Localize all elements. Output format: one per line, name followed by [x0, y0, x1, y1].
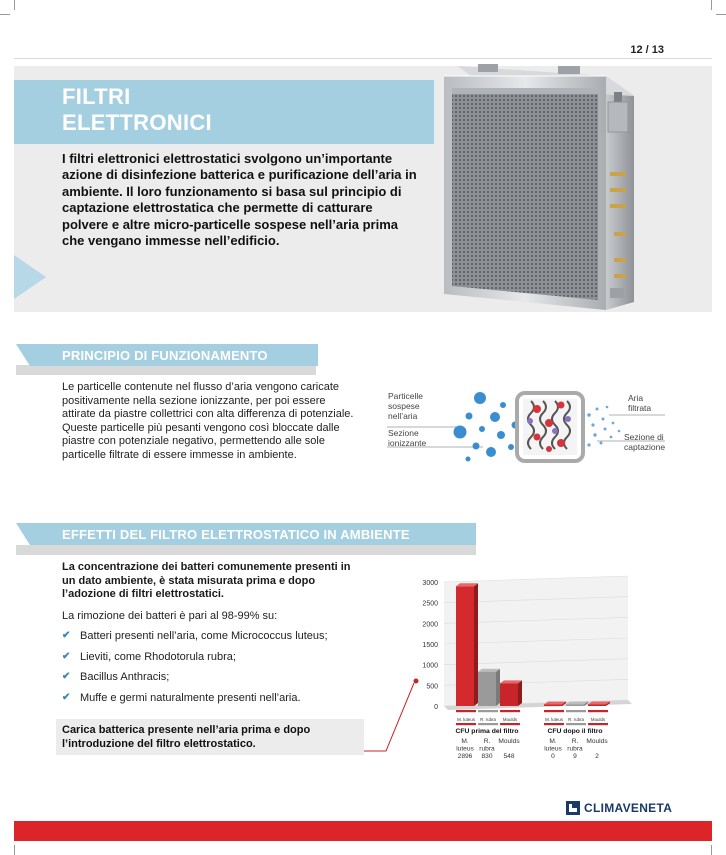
- chart-category-label: R. rubra: [568, 717, 584, 722]
- brand-name: CLIMAVENETA: [584, 801, 673, 815]
- chart-table-label: Moulds: [498, 738, 520, 745]
- hero-title: [62, 84, 212, 136]
- section-shadow: [16, 365, 316, 375]
- chart-table-label: Moulds: [586, 738, 608, 745]
- bullet-text: Bacillus Anthracis;: [80, 671, 170, 683]
- chart-bar: [500, 683, 518, 706]
- label-ionizing-section: Sezione ionizzante: [388, 428, 427, 448]
- crop-mark: [711, 845, 712, 855]
- chart-category-strip: [478, 710, 498, 712]
- page-number: 12 / 13: [630, 44, 664, 56]
- chart-category-strip: [544, 723, 564, 725]
- chart-table-label: M.: [461, 738, 469, 745]
- hero-wedge: [14, 255, 46, 299]
- crop-mark: [711, 0, 712, 10]
- chart-category-strip: [456, 723, 476, 725]
- chart-category-label: R. rubra: [480, 717, 496, 722]
- list-item: [62, 630, 328, 651]
- divider: [14, 58, 712, 59]
- chart-category-strip: [544, 710, 564, 712]
- bullet-text: Batteri presenti nell’aria, come Micrococcus luteus;: [80, 630, 328, 642]
- chart-bar-side: [518, 680, 522, 706]
- callout-text: Carica batterica presente nell’aria prima e dopo l’introduzione del filtro elettrostatico.: [62, 724, 311, 750]
- chart-ytick-label: 3000: [422, 580, 438, 587]
- chart-table-label: M.: [549, 738, 557, 745]
- chart-group-label: CFU dopo il filtro: [547, 728, 603, 735]
- check-icon: ✔: [62, 650, 71, 662]
- check-icon: ✔: [62, 630, 71, 641]
- brand-logo: [566, 800, 676, 816]
- chart-category-strip: [456, 710, 476, 712]
- list-item: [62, 651, 328, 672]
- chart-table-value: 0: [551, 753, 555, 760]
- bacteria-chart: [408, 572, 638, 762]
- crop-mark: [14, 0, 15, 10]
- chart-bar: [566, 705, 584, 707]
- chart-category-strip: [566, 723, 586, 725]
- chart-category-strip: [588, 723, 608, 725]
- hero-text: I filtri elettronici elettrostatici svolgono un’importante azione di disinfezione batterica e purificazione dell’aria in ambiente. Il loro funzionamento si basa sul principio di captazione elettrostatica che permette di catturare polvere e altre micro-particelle sospese nell’aria prima che vengano immesse nell’edificio.: [62, 151, 417, 249]
- chart-category-strip: [588, 710, 608, 712]
- chart-bar: [588, 705, 606, 707]
- chart-category-label: M. luteus: [457, 717, 475, 722]
- chart-ytick-label: 0: [434, 704, 438, 711]
- climaveneta-logo-icon: [566, 801, 580, 815]
- chart-table-label: R.: [483, 738, 491, 745]
- chart-table-label: R.: [571, 738, 579, 745]
- effects-lead: La concentrazione dei batteri comunemente presenti in un dato ambiente, è stata misurata prima e dopo l’adozione di filtri elettrostatici.: [62, 561, 351, 601]
- chart-ytick-label: 500: [426, 683, 438, 691]
- chart-table-value: 9: [573, 753, 577, 760]
- chart-category-label: Moulds: [502, 717, 518, 722]
- chart-table-value: 2896: [457, 753, 473, 760]
- chart-table-label: rubra: [479, 745, 495, 753]
- label-filtered-air: Aria filtrata: [628, 393, 652, 413]
- effects-intro: La rimozione dei batteri è pari al 98-99% su:: [62, 610, 278, 622]
- label-capture-section: Sezione di captazione: [624, 432, 666, 452]
- section-shadow: [16, 545, 476, 555]
- section-title-principle: PRINCIPIO DI FUNZIONAMENTO: [62, 348, 268, 363]
- bullet-text: Lieviti, come Rhodotorula rubra;: [80, 650, 236, 663]
- effects-bullet-list: [62, 630, 328, 712]
- chart-table-label: rubra: [567, 745, 583, 753]
- chart-bar: [544, 705, 562, 707]
- section-title-effects: EFFETTI DEL FILTRO ELETTROSTATICO IN AMBIENTE: [62, 527, 410, 542]
- bullet-text: Muffe e germi naturalmente presenti nell’aria.: [80, 691, 301, 704]
- chart-ytick-label: 2500: [422, 600, 438, 608]
- list-item: [62, 692, 328, 713]
- chart-table-value: 830: [481, 753, 493, 760]
- chart-category-strip: [478, 723, 498, 725]
- crop-mark: [14, 845, 15, 855]
- check-icon: ✔: [62, 671, 71, 682]
- chart-group-label: CFU prima del filtro: [455, 728, 519, 735]
- chart-table-label: luteus: [544, 745, 562, 753]
- principle-diagram: [383, 385, 673, 467]
- chart-category-label: Moulds: [590, 717, 606, 722]
- filter-unit-image: [438, 62, 650, 320]
- principle-text: Le particelle contenute nel flusso d’aria vengono caricate positivamente nella sezione ionizzante, per poi essere attirate da piastre collettrici con alta differenza di potenziale. Queste particelle più pesanti vengono così bloccate dalle piastre con potenziale negativo, permettendo alle sole particelle filtrate di essere immesse in ambiente.: [62, 381, 354, 461]
- hero-title-line2: ELETTRONICI: [62, 110, 212, 135]
- chart-category-strip: [500, 710, 520, 712]
- chart-ytick-label: 2000: [422, 621, 438, 629]
- chart-table-value: 548: [503, 753, 515, 760]
- hero-title-line1: FILTRI: [62, 84, 131, 109]
- chart-category-strip: [566, 710, 586, 712]
- chart-category-strip: [500, 723, 520, 725]
- chart-bar-side: [474, 583, 478, 706]
- chart-ytick-label: 1000: [422, 662, 438, 670]
- check-icon: ✔: [62, 691, 71, 703]
- chart-table-value: 2: [595, 753, 599, 760]
- list-item: [62, 671, 328, 692]
- chart-bar-side: [496, 669, 500, 706]
- footer-bar: [14, 821, 712, 841]
- chart-bar: [478, 672, 496, 706]
- crop-mark: [716, 14, 726, 15]
- chart-bar: [456, 586, 474, 706]
- chart-table-label: luteus: [456, 745, 474, 753]
- crop-mark: [0, 14, 10, 15]
- chart-ytick-label: 1500: [422, 642, 438, 649]
- label-suspended-particles: Particelle sospese nell’aria: [388, 391, 423, 421]
- chart-category-label: M. luteus: [545, 717, 563, 722]
